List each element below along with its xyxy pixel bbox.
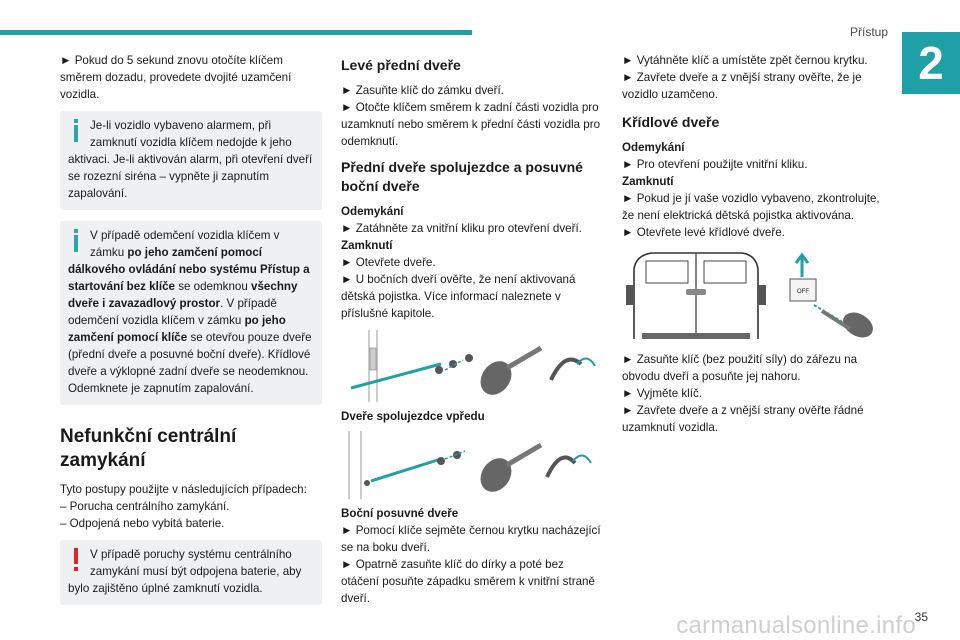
- warning-text: V případě poruchy systému centrálního zamykání musí být odpojena baterie, aby bylo zajištěno úplné zamknutí vozidla.: [68, 548, 302, 595]
- figure-passenger-door-lock: [341, 330, 603, 402]
- caption-passenger-door: Dveře spolujezdce vpředu: [341, 410, 485, 423]
- off-label: OFF: [797, 289, 809, 295]
- wing-lock-step-2: ► Otevřete levé křídlové dveře.: [622, 226, 785, 239]
- caption-sliding-door: Boční posuvné dveře: [341, 507, 459, 520]
- step-close-door: ► Zavřete dveře a z vnější strany ověřte, že je vozidlo uzamčeno.: [622, 71, 862, 101]
- wing-unlock-label: Odemykání: [622, 141, 685, 154]
- sliding-step-1: ► Pomocí klíče sejměte černou krytku nacházející se na boku dveří.: [341, 524, 601, 554]
- watermark: carmanualsonline.info: [676, 612, 916, 639]
- column-middle: [341, 52, 603, 615]
- column-right: [622, 52, 884, 444]
- heading-central-locking: Nefunkční centrální zamykání: [60, 426, 237, 471]
- lock-step-2: ► U bočních dveří ověřte, že není aktivovaná dětská pojistka. Více informací naleznete v příslušné kapitole.: [341, 273, 576, 320]
- case-item-2: – Odpojená nebo vybitá baterie.: [60, 517, 225, 530]
- unlock-step-1: ► Zatáhněte za vnitřní kliku pro otevření dveří.: [341, 222, 582, 235]
- section-title: Přístup: [849, 25, 888, 39]
- info-note-alarm: [60, 111, 322, 210]
- wing-lock-step-1: ► Pokud je jí vaše vozidlo vybaveno, zkontrolujte, že není elektrická dětská pojistka aktivována.: [622, 192, 880, 222]
- figure-wing-door: [622, 249, 884, 341]
- wing-lock-label: Zamknutí: [622, 175, 674, 188]
- wing-step-verify: ► Zavřete dveře a z vnější strany ověřte řádné uzamknutí vozidla.: [622, 404, 864, 434]
- left-step-2: ► Otočte klíčem směrem k zadní části vozidla pro uzamknutí nebo směrem k přední části vozidla pro odemknutí.: [341, 101, 601, 148]
- header-accent-bar: [0, 30, 472, 35]
- warning-note: [60, 540, 322, 605]
- warning-icon: [68, 546, 90, 574]
- wing-step-insert-key: ► Zasuňte klíč (bez použití síly) do zářezu na obvodu dveří a posuňte jej nahoru.: [622, 353, 858, 383]
- unlock-label: Odemykání: [341, 205, 404, 218]
- figure-sliding-door-lock: [341, 431, 603, 499]
- heading-passenger-door: Přední dveře spolujezdce a posuvné boční dveře: [341, 159, 583, 194]
- lock-label: Zamknutí: [341, 239, 393, 252]
- info-icon: [68, 117, 90, 145]
- page-number: 35: [914, 610, 928, 624]
- note-alarm-text: Je-li vozidlo vybaveno alarmem, při zamknutí vozidla klíčem nedojde k jeho aktivaci. Je-li aktivován alarm, při otevření dveří se rozezní siréna – vypněte ji zapnutím zapalování.: [68, 119, 313, 200]
- case-item-1: – Porucha centrálního zamykání.: [60, 500, 230, 513]
- left-step-1: ► Zasuňte klíč do zámku dveří.: [341, 84, 504, 97]
- wing-step-remove-key: ► Vyjměte klíč.: [622, 387, 702, 400]
- intro-paragraph: ► Pokud do 5 sekund znovu otočíte klíčem směrem dozadu, provedete dvojité uzamčení vozidla.: [60, 54, 292, 101]
- info-icon: [68, 227, 90, 255]
- cases-intro: Tyto postupy použijte v následujících případech:: [60, 483, 307, 496]
- sliding-step-2: ► Opatrně zasuňte klíč do dírky a poté bez otáčení posuňte západku směrem k vnitřní straně dveří.: [341, 558, 595, 605]
- heading-wing-doors: Křídlové dveře: [622, 114, 720, 130]
- chapter-badge: 2: [902, 32, 960, 94]
- lock-step-1: ► Otevřete dveře.: [341, 256, 436, 269]
- info-note-unlock: [60, 221, 322, 405]
- note-unlock-text: V případě odemčení vozidla klíčem v zámku po jeho zamčení pomocí dálkového ovládání nebo systému Přístup a startování bez klíče se odemknou všechny dveře i zavazadlový prostor. V případě odemčení vozidla klíčem v zámku po jeho zamčení pomocí klíče se otevřou pouze dveře (přední dveře a posuvné boční dveře). Křídlové dveře a výklopné zadní dveře se neodemknou. Odemknete je zapnutím zapalování.: [68, 229, 312, 395]
- column-left: [60, 52, 322, 616]
- heading-left-front-door: Levé přední dveře: [341, 57, 461, 73]
- step-remove-key: ► Vytáhněte klíč a umístěte zpět černou krytku.: [622, 54, 868, 67]
- wing-unlock-step: ► Pro otevření použijte vnitřní kliku.: [622, 158, 808, 171]
